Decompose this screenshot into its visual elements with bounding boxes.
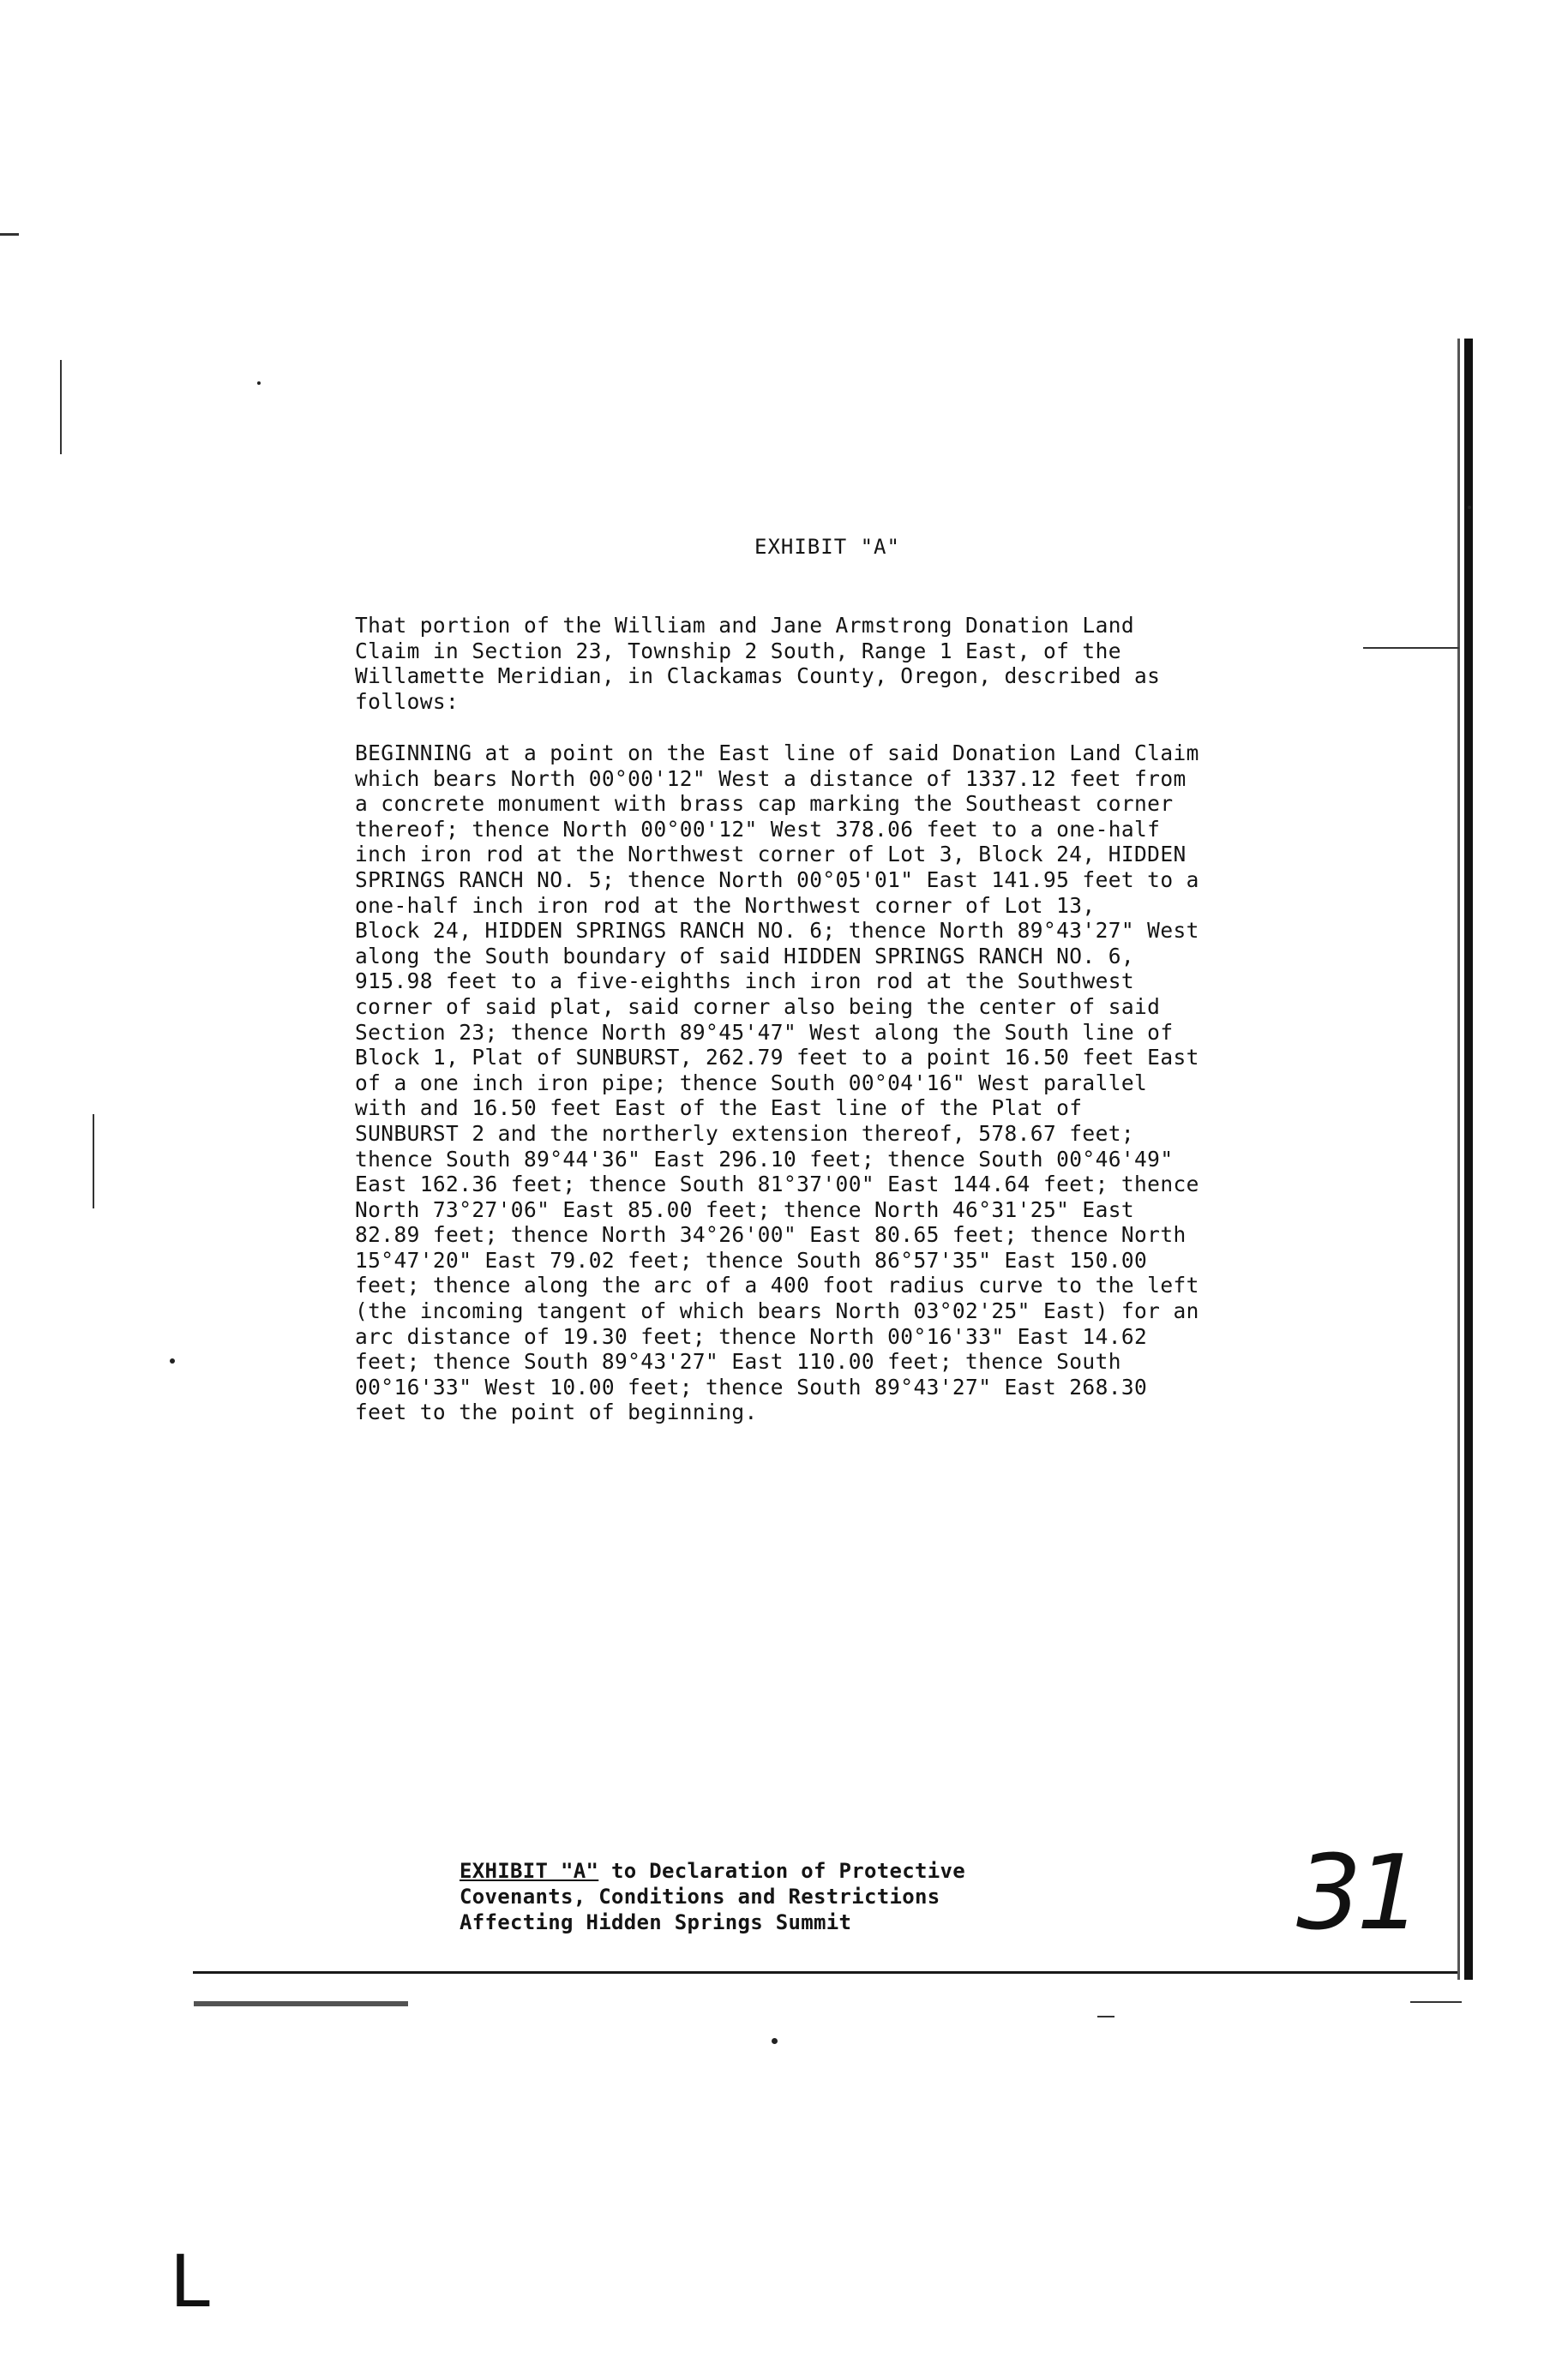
scan-speck-1 [170, 1358, 175, 1364]
footer-line-3: Affecting Hidden Springs Summit [460, 1910, 852, 1934]
exhibit-footer-caption [460, 1858, 965, 1935]
scan-speck-3 [257, 381, 261, 385]
scan-margin-line-top [0, 233, 19, 236]
footer-line-1: to Declaration of Protective [598, 1859, 965, 1883]
scan-center-dash [1097, 2016, 1114, 2017]
scan-bottom-smudge [194, 2001, 408, 2006]
footer-line-2: Covenants, Conditions and Restrictions [460, 1885, 940, 1909]
scan-tab-line [1363, 647, 1459, 649]
exhibit-heading: EXHIBIT "A" [754, 535, 900, 559]
handwritten-page-number: 31 [1296, 1834, 1417, 1953]
scan-margin-line-left [60, 360, 62, 454]
scan-right-dash [1410, 2001, 1462, 2003]
intro-paragraph: That portion of the William and Jane Armstrong Donation Land Claim in Section 23, Township 2 South, Range 1 East, of the Willamette Meridian, in Clackamas County, Oregon, described as follows: [355, 613, 1161, 714]
scan-edge-bar [1457, 339, 1473, 1980]
scan-speck-4 [1468, 506, 1471, 509]
scan-bottom-rule [193, 1971, 1457, 1974]
scan-margin-line-mid [93, 1114, 94, 1208]
legal-description-paragraph: BEGINNING at a point on the East line of said Donation Land Claim which bears North 00°00'12" West a distance of 1337.12 feet from a concrete monument with brass cap marking the Southeast corner thereof; thence North 00°00'12" West 378.06 feet to a one-half inch iron rod at the Northwest corner of Lot 3, Block 24, HIDDEN SPRINGS RANCH NO. 5; thence North 00°05'01" East 141.95 feet to a one-half inch iron rod at the Northwest corner of Lot 13, Block 24, HIDDEN SPRINGS RANCH NO. 6; thence North 89°43'27" West along the South boundary of said HIDDEN SPRINGS RANCH NO. 6, 915.98 feet to a five-eighths inch iron rod at the Southwest corner of said plat, said corner also being the center of said Section 23; thence North 89°45'47" West along the South line of Block 1, Plat of SUNBURST, 262.79 feet to a point 16.50 feet East of a one inch iron pipe; thence South 00°04'16" West parallel with and 16.50 feet East of the East line of the Plat of SUNBURST 2 and the northerly extension thereof, 578.67 feet; thence South 89°44'36" East 296.10 feet; thence South 00°46'49" East 162.36 feet; thence South 81°37'00" East 144.64 feet; thence North 73°27'06" East 85.00 feet; thence North 46°31'25" East 82.89 feet; thence North 34°26'00" East 80.65 feet; thence North 15°47'20" East 79.02 feet; thence South 86°57'35" East 150.00 feet; thence along the arc of a 400 foot radius curve to the left (the incoming tangent of which bears North 03°02'25" East) for an arc distance of 19.30 feet; thence North 00°16'33" East 14.62 feet; thence South 89°43'27" East 110.00 feet; thence South 00°16'33" West 10.00 feet; thence South 89°43'27" East 268.30 feet to the point of beginning. [355, 740, 1199, 1425]
footer-exhibit-label: EXHIBIT "A" [460, 1859, 599, 1883]
scan-speck-2 [772, 2038, 778, 2044]
corner-mark: L [170, 2239, 210, 2323]
